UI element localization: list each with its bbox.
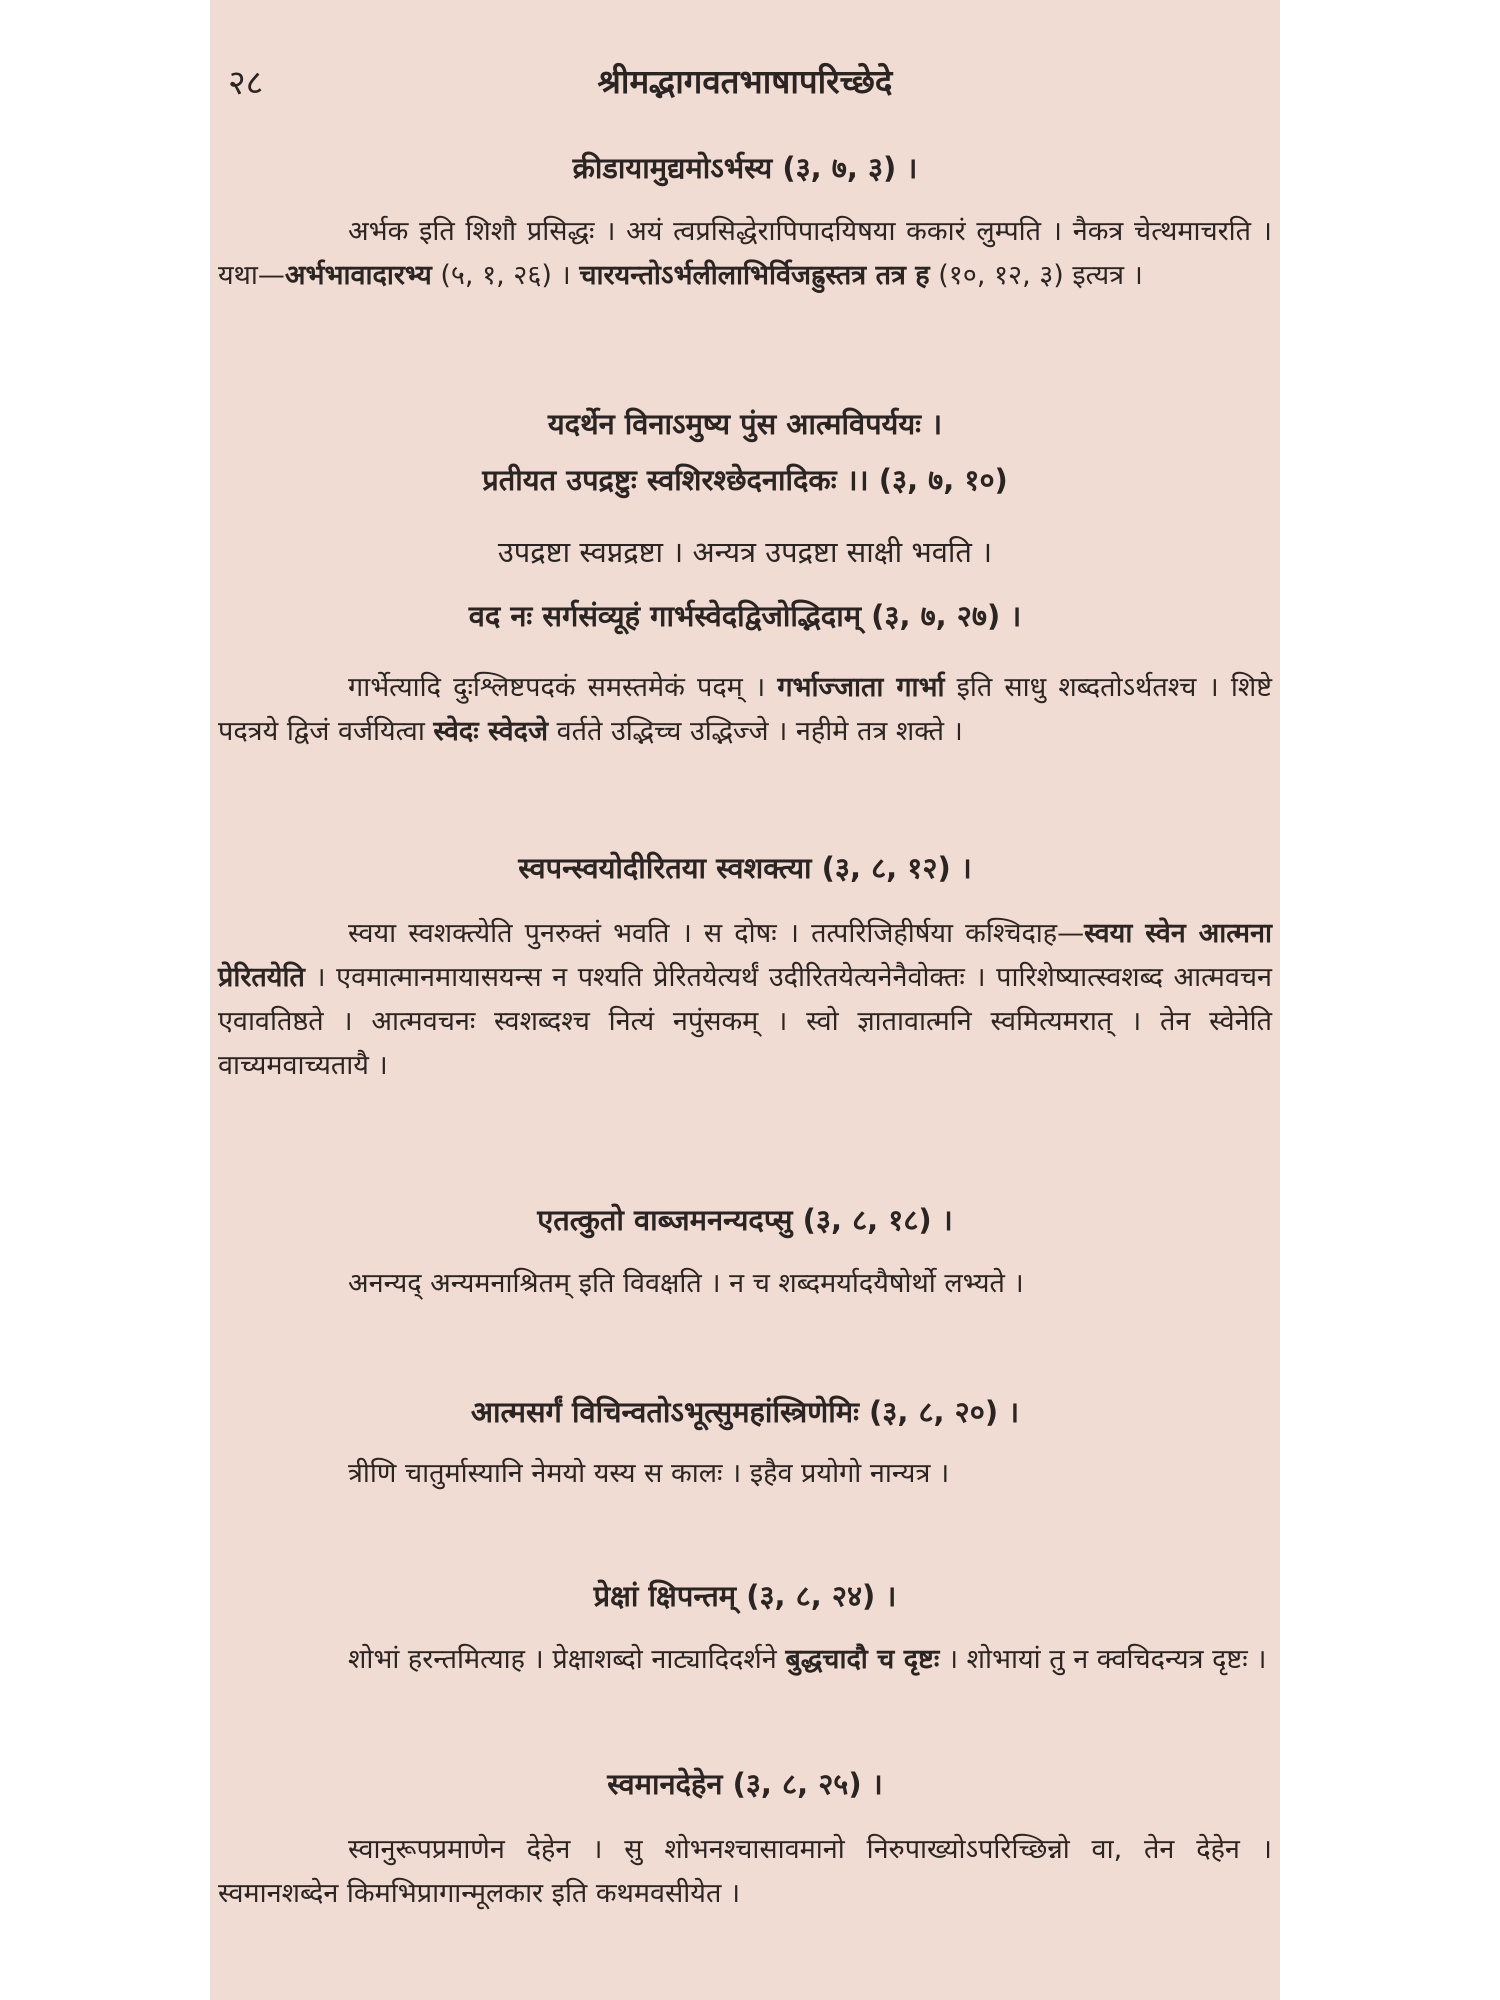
commentary-paragraph: शोभां हरन्तमित्याह । प्रेक्षाशब्दो नाट्यादिदर्शने बुद्धचादौ च दृष्टः । शोभायां तु न क्वचिदन्यत्र दृष्टः ।: [348, 1644, 1267, 1675]
book-page: [210, 0, 1280, 2000]
quoted-phrase: बुद्धचादौ च दृष्टः: [785, 1644, 940, 1675]
quoted-phrase: अर्भभावादारभ्य: [284, 260, 432, 291]
quoted-phrase: चारयन्तोऽर्भलीलाभिर्विजह्रुस्तत्र तत्र ह: [579, 260, 930, 291]
verse-heading: वद नः सर्गसंव्यूहं गार्भस्वेदद्विजोद्भिदाम् (३, ७, २७) ।: [468, 599, 1022, 633]
page-header: [220, 58, 1270, 106]
verse-heading: आत्मसर्गं विचिन्वतोऽभूत्सुमहांस्त्रिणेमिः (३, ८, २०) ।: [470, 1395, 1020, 1429]
running-title: श्रीमद्भागवतभाषापरिच्छेदे: [597, 62, 893, 101]
commentary-note: उपद्रष्टा स्वप्नद्रष्टा । अन्यत्र उपद्रष्टा साक्षी भवति ।: [497, 535, 993, 569]
page-number: २८: [228, 63, 264, 103]
commentary-paragraph: स्वानुरूपप्रमाणेन देहेन । सु शोभनश्चासावमानो निरुपाख्योऽपरिच्छिन्नो वा, तेन देहेन । स्वमानशब्देन किमभिप्रागान्मूलकार इति कथमवसीयेत ।: [218, 1834, 1272, 1909]
commentary-paragraph: गार्भेत्यादि दुःश्लिष्टपदकं समस्तमेकं पदम् । गर्भाज्जाता गार्भा इति साधु शब्दतोऽर्थतश्च । शिष्टे पदत्रये द्विजं वर्जयित्वा स्वेदः स्वेदजे वर्तते उद्भिच्च उद्भिज्जे । नहीमे तत्र शक्ते ।: [218, 672, 1272, 747]
commentary-paragraph: त्रीणि चातुर्मास्यानि नेमयो यस्य स कालः । इहैव प्रयोगो नान्यत्र ।: [348, 1458, 950, 1489]
verse-heading: स्वपन्स्वयोदीरितया स्वशक्त्या (३, ८, १२) ।: [518, 851, 972, 885]
commentary-paragraph: स्वया स्वशक्त्येति पुनरुक्तं भवति । स दोषः । तत्परिजिहीर्षया कश्चिदाह—स्वया स्वेन आत्मना प्रेरितयेति । एवमात्मानमायासयन्स न पश्यति प्रेरितयेत्यर्थं उदीरितयेत्यनेनैवोक्तः । पारिशेष्यात्स्वशब्द आत्मवचन एवावतिष्ठते । आत्मवचनः स्वशब्दश्च नित्यं नपुंसकम् । स्वो ज्ञातावात्मनि स्वमित्यमरात् । तेन स्वेनेति वाच्यमवाच्यतायै ।: [218, 918, 1272, 1081]
commentary-paragraph: अनन्यद् अन्यमनाश्रितम् इति विवक्षति । न च शब्दमर्यादयैषोर्थो लभ्यते ।: [348, 1268, 1024, 1299]
commentary-paragraph: अर्भक इति शिशौ प्रसिद्धः । अयं त्वप्रसिद्धेरापिपादयिषया ककारं लुम्पति । नैकत्र चेत्थमाचरति । यथा—अर्भभावादारभ्य (५, १, २६) । चारयन्तोऽर्भलीलाभिर्विजह्रुस्तत्र तत्र ह (१०, १२, ३) इत्यत्र ।: [218, 216, 1272, 291]
quoted-phrase: स्वेदः स्वेदजे: [433, 716, 548, 747]
quoted-phrase: स्वया स्वेन आत्मना प्रेरितयेति: [218, 918, 1272, 993]
verse-line: प्रतीयत उपद्रष्टुः स्वशिरश्छेदनादिकः ।। (३, ७, १०): [482, 463, 1008, 497]
verse-heading: एतत्कुतो वाब्जमनन्यदप्सु (३, ८, १८) ।: [537, 1203, 953, 1237]
verse-heading: प्रेक्षां क्षिपन्तम् (३, ८, २४) ।: [593, 1579, 897, 1613]
verse-heading: क्रीडायामुद्यमोऽर्भस्य (३, ७, ३) ।: [572, 151, 918, 185]
verse-heading: स्वमानदेहेन (३, ८, २५) ।: [607, 1767, 883, 1801]
quoted-phrase: गर्भाज्जाता गार्भा: [777, 672, 945, 703]
verse-line: यदर्थेन विनाऽमुष्य पुंस आत्मविपर्ययः ।: [547, 407, 943, 441]
